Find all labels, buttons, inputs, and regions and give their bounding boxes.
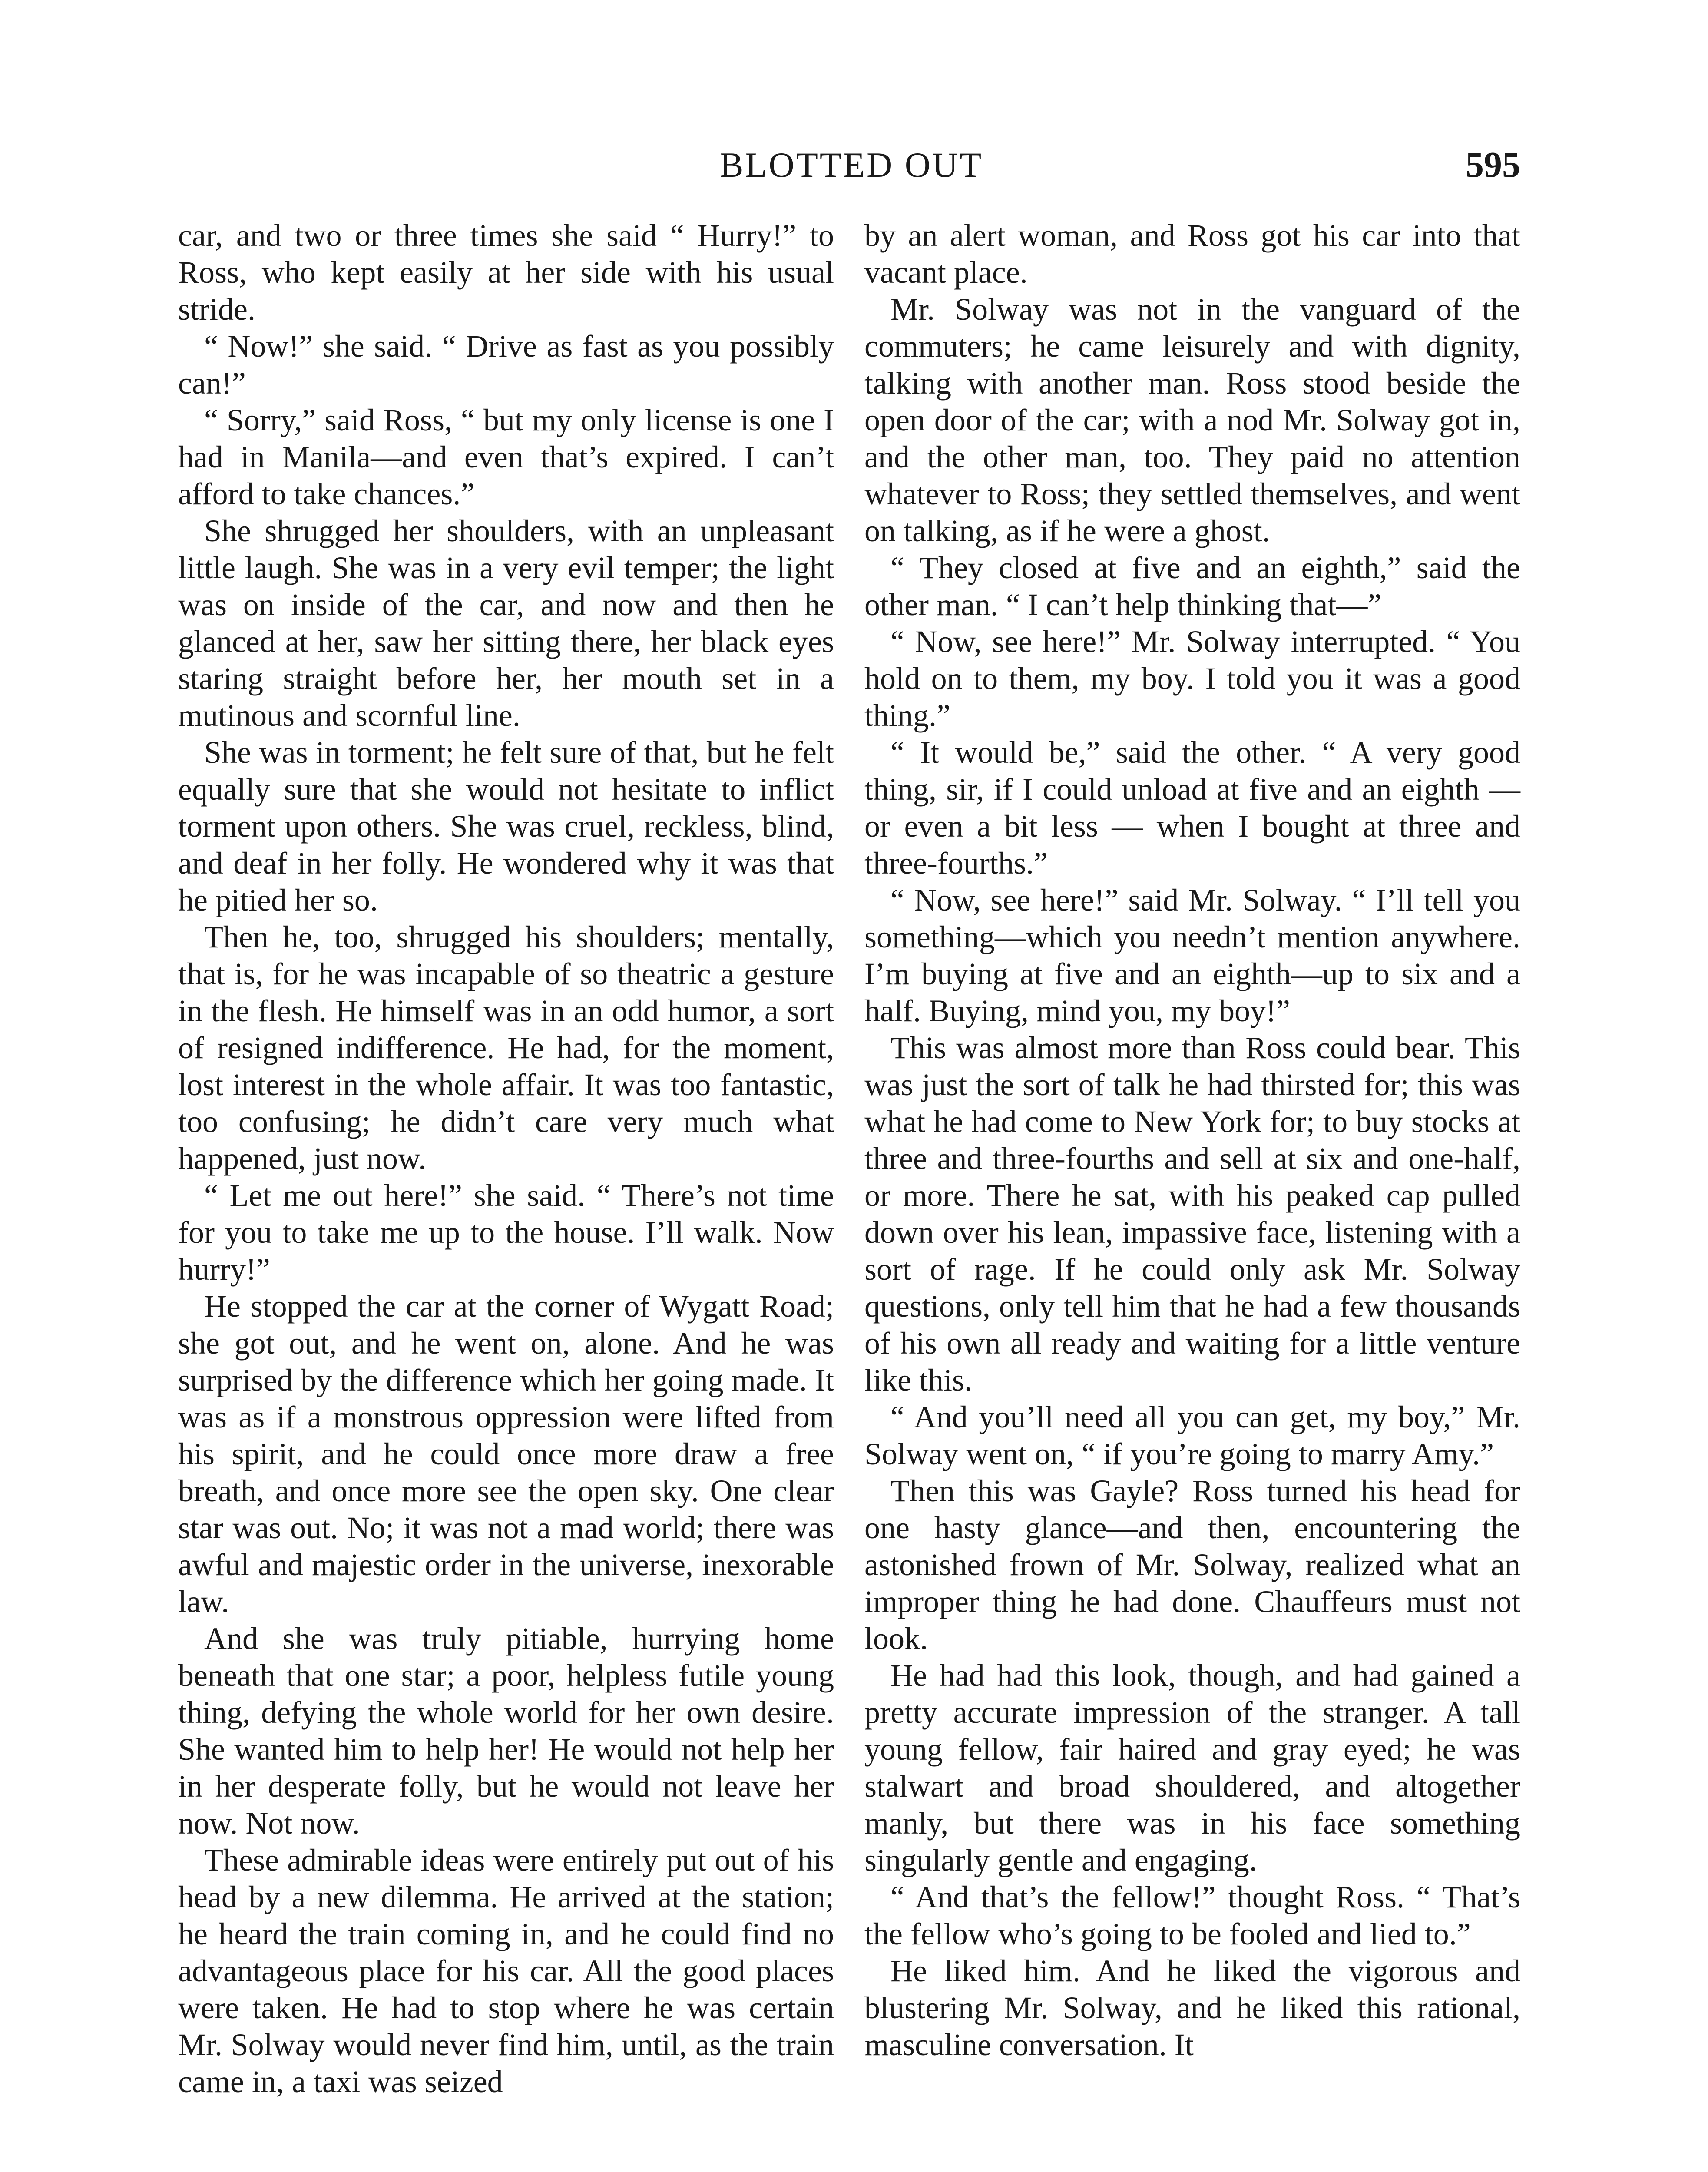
paragraph: He had had this look, though, and had gained a pretty accurate impression of the stranger. A tall young fellow, fair haired and gray eyed; he was stalwart and broad shouldered, and altogether manly, but there was in his face something singularly gentle and engaging. (864, 1658, 1520, 1877)
paragraph: “ Now!” she said. “ Drive as fast as you possibly can!” (178, 329, 834, 401)
running-head (0, 143, 1708, 187)
left-column (178, 217, 834, 2100)
paragraph: She was in torment; he felt sure of that, but he felt equally sure that she would not hesitate to inflict torment upon others. She was cruel, reckless, blind, and deaf in her folly. He wondered why it was that he pitied her so. (178, 735, 834, 917)
paragraph: This was almost more than Ross could bear. This was just the sort of talk he had thirsted for; this was what he had come to New York for; to buy stocks at three and three-fourths and sell at six and one-half, or more. There he sat, with his peaked cap pulled down over his lean, impassive face, listening with a sort of rage. If he could only ask Mr. Solway questions, only tell him that he had a few thousands of his own all ready and waiting for a little venture like this. (864, 1030, 1520, 1397)
paragraph: “ And that’s the fellow!” thought Ross. “ That’s the fellow who’s going to be fooled and lied to.” (864, 1880, 1520, 1951)
right-column (864, 217, 1520, 2063)
paragraph: Then he, too, shrugged his shoulders; mentally, that is, for he was incapable of so theatric a gesture in the flesh. He himself was in an odd humor, a sort of resigned indifference. He had, for the moment, lost interest in the whole affair. It was too fantastic, too confusing; he didn’t care very much what happened, just now. (178, 920, 834, 1176)
paragraph: These admirable ideas were entirely put out of his head by a new dilemma. He arrived at the station; he heard the train coming in, and he could find no advantageous place for his car. All the good places were taken. He had to stop where he was certain Mr. Solway would never find him, until, as the train came in, a taxi was seized (178, 1843, 834, 2099)
paragraph: “ Now, see here!” said Mr. Solway. “ I’ll tell you something—which you needn’t mention anywhere. I’m buying at five and an eighth—up to six and a half. Buying, mind you, my boy!” (864, 883, 1520, 1028)
paragraph: “ And you’ll need all you can get, my boy,” Mr. Solway went on, “ if you’re going to marry Amy.” (864, 1400, 1520, 1471)
paragraph: “ Sorry,” said Ross, “ but my only license is one I had in Manila—and even that’s expired. I can’t afford to take chances.” (178, 403, 834, 511)
paragraph: She shrugged her shoulders, with an unpleasant little laugh. She was in a very evil temper; the light was on inside of the car, and now and then he glanced at her, saw her sitting there, her black eyes staring straight before her, her mouth set in a mutinous and scornful line. (178, 513, 834, 733)
paragraph: “ Now, see here!” Mr. Solway interrupted. “ You hold on to them, my boy. I told you it was a good thing.” (864, 624, 1520, 733)
paragraph: “ They closed at five and an eighth,” said the other man. “ I can’t help thinking that—” (864, 550, 1520, 622)
paragraph: And she was truly pitiable, hurrying home beneath that one star; a poor, helpless futile young thing, defying the whole world for her own desire. She wanted him to help her! He would not help her in her desperate folly, but he would not leave her now. Not now. (178, 1621, 834, 1841)
paragraph: Mr. Solway was not in the vanguard of the commuters; he came leisurely and with dignity, talking with another man. Ross stood beside the open door of the car; with a nod Mr. Solway got in, and the other man, too. They paid no attention whatever to Ross; they settled themselves, and went on talking, as if he were a ghost. (864, 292, 1520, 548)
paragraph: Then this was Gayle? Ross turned his head for one hasty glance—and then, encountering the astonished frown of Mr. Solway, realized what an improper thing he had done. Chauffeurs must not look. (864, 1473, 1520, 1656)
page-number: 595 (1466, 145, 1520, 185)
paragraph: by an alert woman, and Ross got his car into that vacant place. (864, 218, 1520, 290)
paragraph: He stopped the car at the corner of Wygatt Road; she got out, and he went on, alone. And he was surprised by the difference which her going made. It was as if a monstrous oppression were lifted from his spirit, and he could once more draw a free breath, and once more see the open sky. One clear star was out. No; it was not a mad world; there was awful and majestic order in the universe, inexorable law. (178, 1289, 834, 1619)
paragraph: “ It would be,” said the other. “ A very good thing, sir, if I could unload at five and an eighth — or even a bit less — when I bought at three and three-fourths.” (864, 735, 1520, 881)
paragraph: car, and two or three times she said “ Hurry!” to Ross, who kept easily at her side with his usual stride. (178, 218, 834, 327)
page-title: BLOTTED OUT (719, 145, 983, 185)
paragraph: “ Let me out here!” she said. “ There’s not time for you to take me up to the house. I’ll walk. Now hurry!” (178, 1178, 834, 1287)
paragraph: He liked him. And he liked the vigorous and blustering Mr. Solway, and he liked this rational, masculine conversation. It (864, 1953, 1520, 2062)
